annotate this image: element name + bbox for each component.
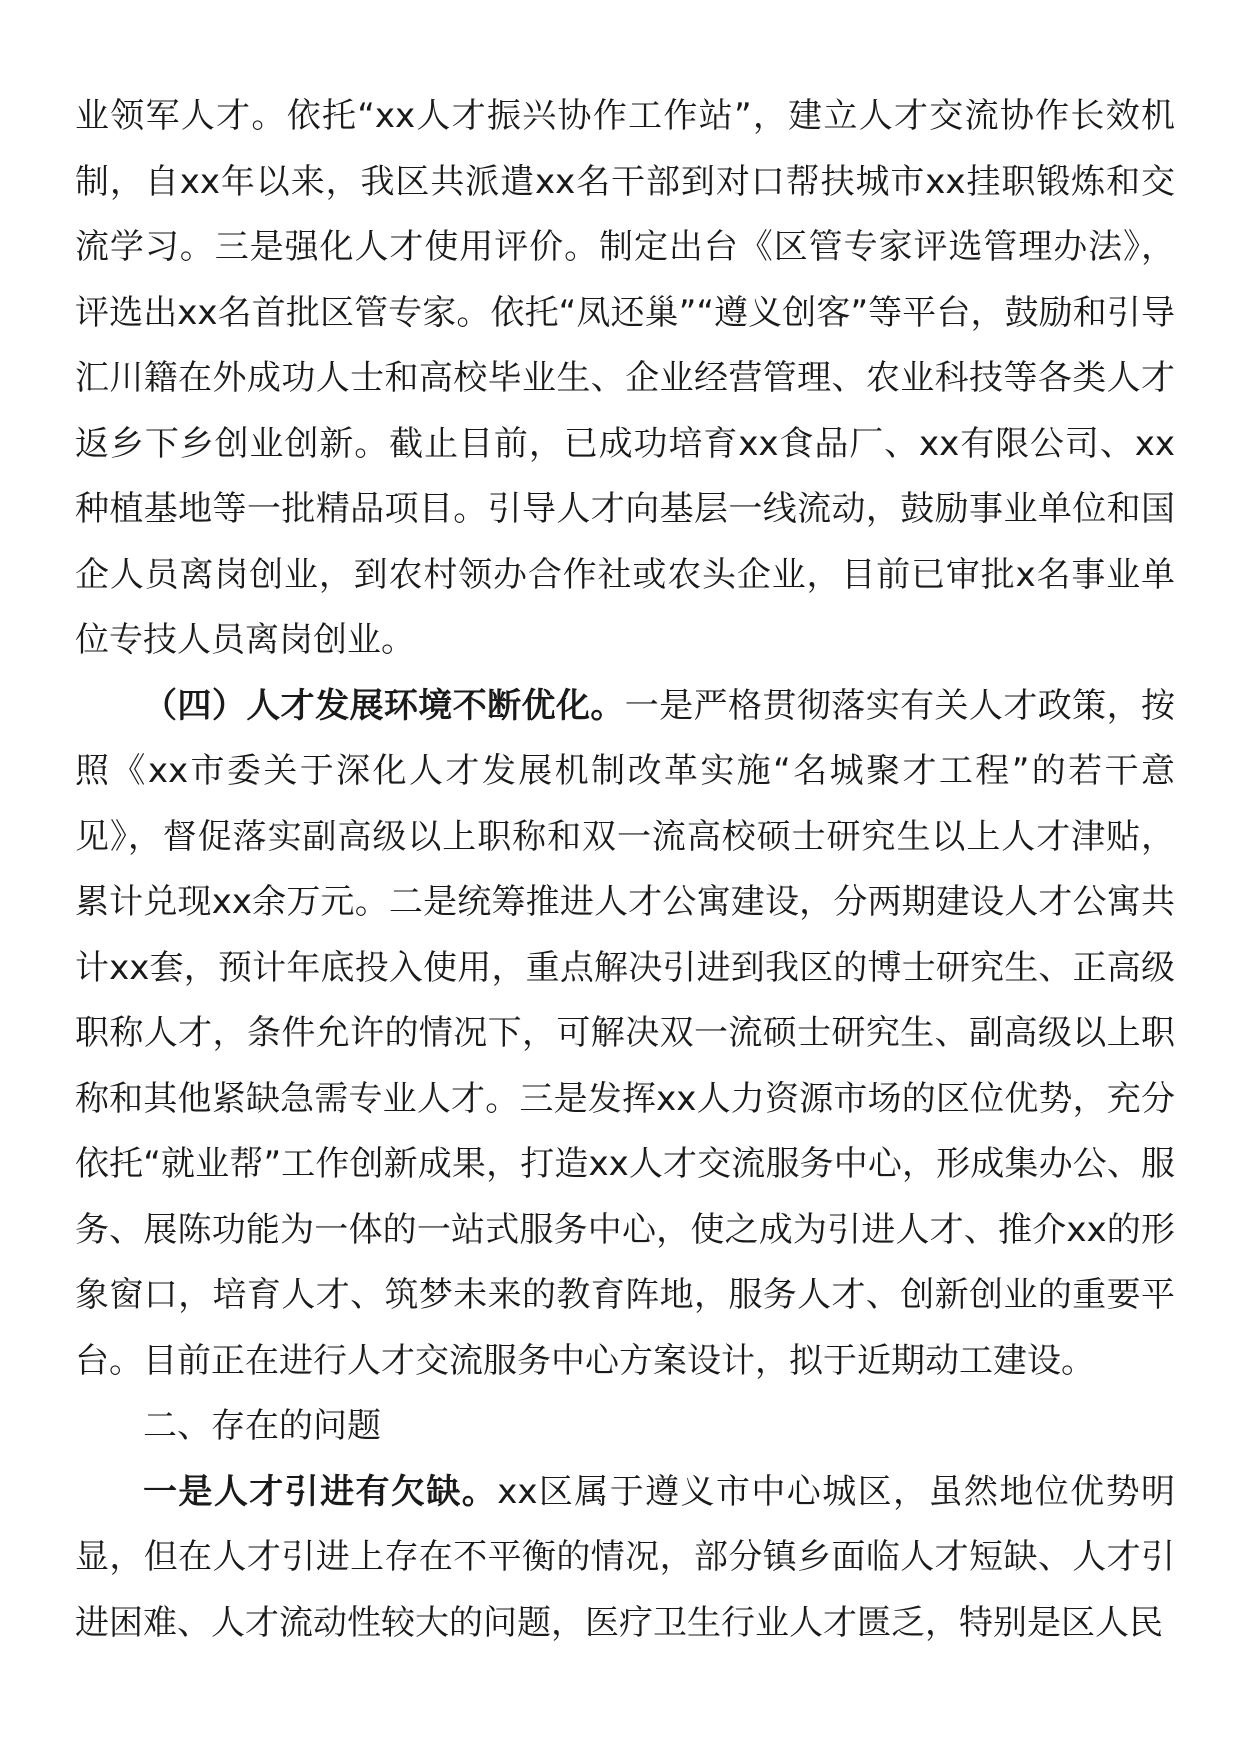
paragraph-environment-optimization	[75, 674, 1175, 1395]
paragraph-body-environment: 一是严格贯彻落实有关人才政策，按照《xx市委关于深化人才发展机制改革实施“名城聚才工程”的若干意见》，督促落实副高级以上职称和双一流高校硕士研究生以上人才津贴，累计兑现xx余万元。二是统筹推进人才公寓建设，分两期建设人才公寓共计xx套，预计年底投入使用，重点解决引进到我区的博士研究生、正高级职称人才，条件允许的情况下，可解决双一流硕士研究生、副高级以上职称和其他紧缺急需专业人才。三是发挥xx人力资源市场的区位优势，充分依托“就业帮”工作创新成果，打造xx人才交流服务中心，形成集办公、服务、展陈功能为一体的一站式服务中心，使之成为引进人才、推介xx的形象窗口，培育人才、筑梦未来的教育阵地，服务人才、创新创业的重要平台。目前正在进行人才交流服务中心方案设计，拟于近期动工建设。	[75, 685, 1176, 1381]
paragraph-talent-exchange: 业领军人才。依托“xx人才振兴协作工作站”，建立人才交流协作长效机制，自xx年以来，我区共派遣xx名干部到对口帮扶城市xx挂职锻炼和交流学习。三是强化人才使用评价。制定出台《区管专家评选管理办法》，评选出xx名首批区管专家。依托“凤还巢”“遵义创客”等平台，鼓励和引导汇川籍在外成功人士和高校毕业生、企业经营管理、农业科技等各类人才返乡下乡创业创新。截止目前，已成功培育xx食品厂、xx有限公司、xx种植基地等一批精品项目。引导人才向基层一线流动，鼓励事业单位和国企人员离岗创业，到农村领办合作社或农头企业，目前已审批x名事业单位专技人员离岗创业。	[75, 96, 1175, 660]
document-body	[75, 84, 1175, 1656]
section-heading-problems: 二、存在的问题	[143, 1406, 381, 1446]
paragraph-heading-introduction: 一是人才引进有欠缺。	[143, 1471, 498, 1512]
paragraph-body-introduction: xx区属于遵义市中心城区，虽然地位优势明显，但在人才引进上存在不平衡的情况，部分镇乡面临人才短缺、人才引进困难、人才流动性较大的问题，医疗卫生行业人才匮乏，特别是区人民	[75, 1471, 1175, 1643]
paragraph-heading-environment: （四）人才发展环境不断优化。	[143, 685, 625, 726]
paragraph-talent-introduction	[75, 1460, 1175, 1657]
